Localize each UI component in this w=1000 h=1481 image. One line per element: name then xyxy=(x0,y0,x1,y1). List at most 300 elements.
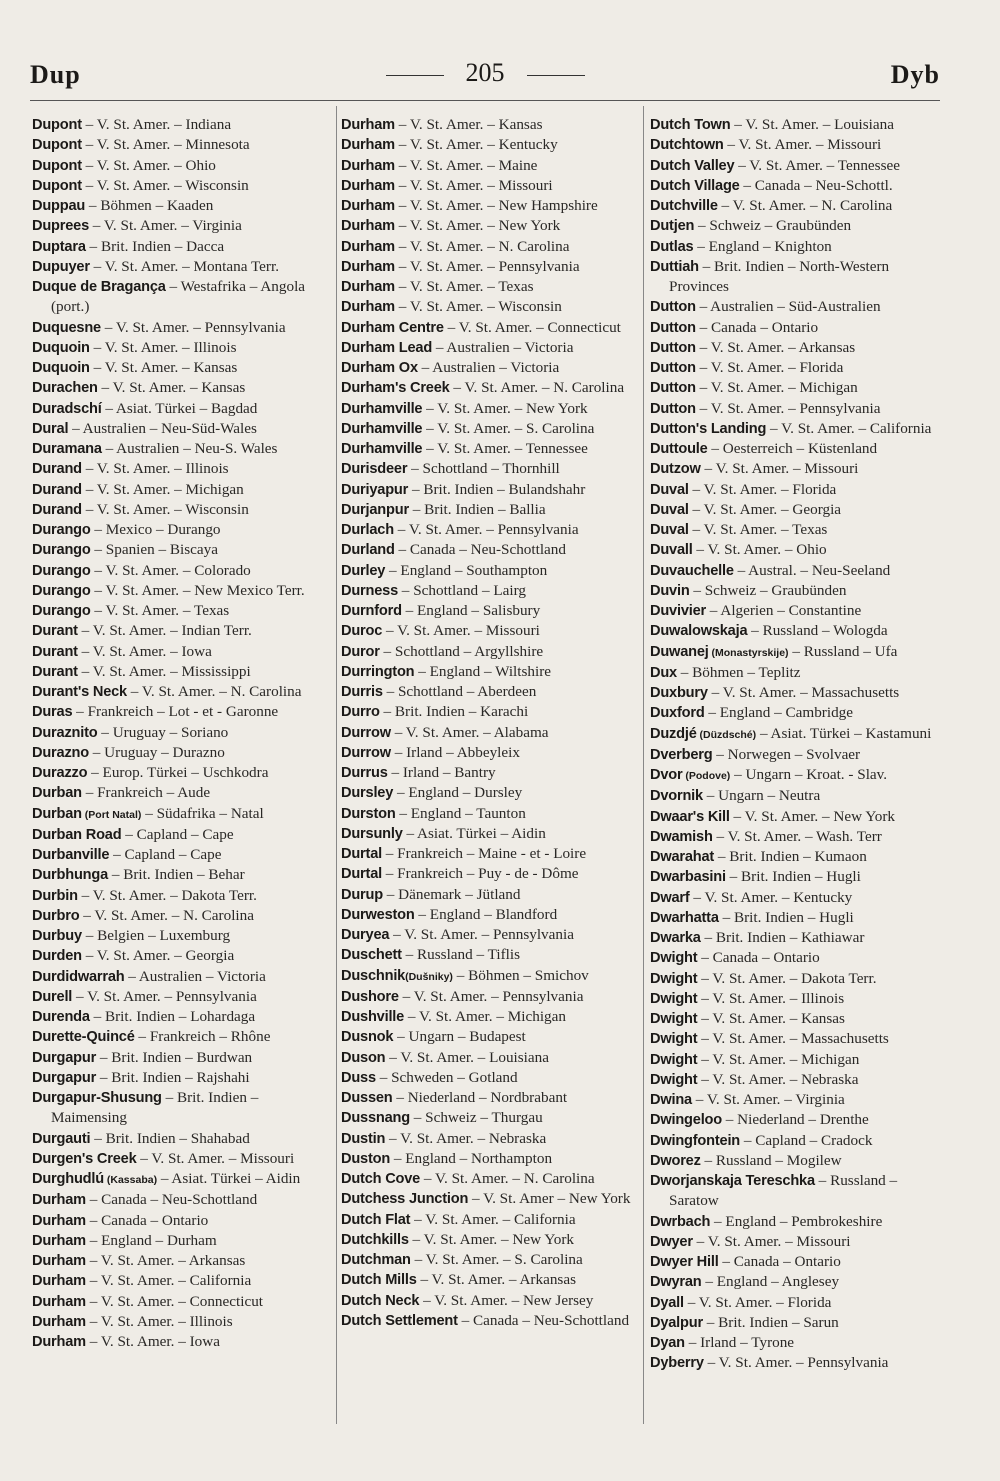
entry-place-name: Dwingeloo xyxy=(650,1112,722,1129)
gazetteer-entry xyxy=(650,1313,950,1333)
entry-place-name: Duryea xyxy=(341,927,390,943)
entry-location: – V. St. Amer. – Michigan xyxy=(81,480,244,498)
entry-location: – England – Cambridge xyxy=(704,704,854,722)
entry-location: – V. St. Amer. – Kansas xyxy=(89,359,238,376)
entry-location: – Canada – Neu-Schottland xyxy=(457,1311,630,1329)
entry-location: – Brit. Indien – Rajshahi xyxy=(96,1068,250,1086)
gazetteer-entry xyxy=(650,135,950,155)
entry-place-name: Dupuyer xyxy=(32,258,90,275)
gazetteer-entry xyxy=(341,1270,641,1290)
entry-location: – Brit. Indien – Kathiawar xyxy=(700,929,865,946)
entry-location: – Asiat. Türkei – Aidin xyxy=(157,1170,301,1187)
gazetteer-entry xyxy=(341,439,641,459)
entry-place-name: Durbanville xyxy=(32,847,110,863)
entry-place-name: Durrus xyxy=(341,765,388,781)
entry-location: – V. St. Amer. – Florida xyxy=(688,480,837,498)
entry-place-name: Durgen's Creek xyxy=(32,1150,137,1167)
entry-location: – V. St. Amer. – Michigan xyxy=(695,379,858,397)
entry-location: – Uruguay – Durazno xyxy=(88,743,225,761)
entry-location: – V. St. Amer. – Massachusetts xyxy=(697,1030,889,1048)
column-1 xyxy=(32,115,332,1352)
gazetteer-entry xyxy=(32,662,332,682)
entry-location: – V. St. Amer. – Illinois xyxy=(85,1312,233,1330)
entry-location: – V. St. Amer. – California xyxy=(410,1210,576,1228)
entry-location: – V. St. Amer. – Wisconsin xyxy=(394,298,562,316)
entry-place-name: Dwight xyxy=(650,1011,698,1027)
entry-place-name: Duson xyxy=(341,1049,386,1066)
entry-location: – V. St. Amer. – Dakota Terr. xyxy=(697,969,877,987)
gazetteer-entry xyxy=(32,378,332,398)
entry-location: – Spanien – Biscaya xyxy=(90,541,218,559)
gazetteer-entry xyxy=(341,1088,641,1108)
entry-location: – V. St. Amer. – Texas xyxy=(688,521,828,538)
gazetteer-entry xyxy=(32,1251,332,1271)
header-right-catchword: Dyb xyxy=(890,60,940,89)
entry-place-name: Duston xyxy=(341,1150,391,1167)
gazetteer-entry xyxy=(341,1027,641,1047)
gazetteer-entry xyxy=(341,399,641,419)
entry-location: – Brit. Indien – Hugli xyxy=(725,868,861,886)
entry-alt-name: (Podove) xyxy=(682,770,731,782)
entry-location: – Russland – Ufa xyxy=(788,642,898,660)
entry-location: – Schweden – Gotland xyxy=(375,1068,518,1086)
entry-place-name: Durant's Neck xyxy=(32,684,127,700)
entry-place-name: Dutch Cove xyxy=(341,1171,421,1187)
entry-location: – V. St. Amer. – Missouri xyxy=(692,1232,851,1250)
entry-location: – V. St. Amer. – Pennsylvania xyxy=(394,257,580,275)
gazetteer-entry xyxy=(650,786,950,806)
entry-place-name: Duttiah xyxy=(650,258,699,275)
entry-location: – Niederland – Drenthe xyxy=(721,1111,869,1129)
entry-place-name: Duquoin xyxy=(32,360,90,376)
entry-place-name: Dutchtown xyxy=(650,137,724,154)
gazetteer-entry xyxy=(341,459,641,479)
entry-location: – England – Taunton xyxy=(395,804,526,822)
entry-location: – Brit. Indien – Maimensing xyxy=(51,1089,259,1127)
entry-place-name: Durup xyxy=(341,886,383,903)
entry-location: – V. St. Amer. – Nebraska xyxy=(385,1129,547,1147)
entry-location: – V. St. Amer. – Pennsylvania xyxy=(398,987,584,1005)
entry-location: – Algerien – Constantine xyxy=(706,602,862,619)
gazetteer-entry xyxy=(341,1048,641,1068)
entry-place-name: Durhamville xyxy=(341,420,423,437)
entry-location: – Australien – Victoria xyxy=(432,338,574,356)
gazetteer-entry xyxy=(650,1131,950,1151)
entry-location: – V. St. Amer. – Missouri xyxy=(700,460,859,478)
entry-place-name: Duvin xyxy=(650,582,690,599)
entry-location: – England – Dursley xyxy=(393,784,523,802)
entry-location: – Asiat. Türkei – Aidin xyxy=(402,824,546,842)
gazetteer-entry xyxy=(32,743,332,763)
gazetteer-entry xyxy=(341,358,641,378)
gazetteer-entry xyxy=(650,969,950,989)
gazetteer-entry xyxy=(32,459,332,479)
gazetteer-entry xyxy=(32,1332,332,1352)
gazetteer-entry xyxy=(32,1231,332,1251)
entry-location: – England – Southampton xyxy=(385,561,548,579)
gazetteer-entry xyxy=(341,1250,641,1270)
entry-location: – England – Knighton xyxy=(693,237,832,255)
entry-place-name: Durgauti xyxy=(32,1130,91,1147)
gazetteer-entry xyxy=(32,804,332,825)
gazetteer-entry xyxy=(650,1212,950,1232)
entry-place-name: Duwalowskaja xyxy=(650,623,748,640)
header-dash-left xyxy=(386,75,444,76)
entry-place-name: Dwarka xyxy=(650,930,701,946)
gazetteer-entry xyxy=(341,378,641,398)
gazetteer-entry xyxy=(650,216,950,236)
gazetteer-entry xyxy=(32,1088,332,1129)
gazetteer-entry xyxy=(32,1271,332,1291)
gazetteer-entry xyxy=(341,723,641,743)
entry-location: – V. St. Amer. – Kansas xyxy=(697,1010,845,1027)
gazetteer-entry xyxy=(650,399,950,419)
gazetteer-entry xyxy=(32,135,332,155)
gazetteer-entry xyxy=(341,196,641,216)
entry-location: – V. St. Amer. – Tennessee xyxy=(734,156,900,174)
entry-location: – England – Salisbury xyxy=(401,602,541,619)
entry-alt-name: (Port Natal) xyxy=(81,808,142,821)
gazetteer-entry xyxy=(32,1149,332,1169)
gazetteer-entry xyxy=(341,419,641,439)
entry-location: – V. St. Amer. – Missouri xyxy=(394,176,553,194)
entry-place-name: Duwanej xyxy=(650,643,709,660)
entry-place-name: Durlach xyxy=(341,522,394,538)
entry-location: – England – Pembrokeshire xyxy=(710,1212,883,1230)
entry-location: – Russland – Saratow xyxy=(669,1172,898,1210)
entry-location: – V. St. Amer. – S. Carolina xyxy=(410,1251,583,1268)
entry-place-name: Durgapur xyxy=(32,1049,97,1066)
entry-location: – Brit. Indien – Behar xyxy=(108,866,245,884)
entry-location: – Asiat. Türkei – Bagdad xyxy=(101,399,258,417)
entry-location: – V. St. Amer. – Connecticut xyxy=(443,318,621,336)
entry-location: – V. St. Amer. – New York xyxy=(729,807,896,825)
gazetteer-entry xyxy=(32,1211,332,1231)
entry-place-name: Durrow xyxy=(341,744,391,761)
page-number-block xyxy=(30,58,940,88)
gazetteer-entry xyxy=(650,683,950,703)
entry-location: – England – Blandford xyxy=(414,905,558,923)
entry-place-name: Dural xyxy=(32,420,69,437)
entry-place-name: Durazzo xyxy=(32,765,88,781)
gazetteer-entry xyxy=(341,500,641,520)
entry-location: – V. St. Amer. – Arkansas xyxy=(695,338,856,356)
gazetteer-entry xyxy=(32,642,332,662)
entry-place-name: Durango xyxy=(32,522,91,538)
entry-place-name: Durham xyxy=(32,1273,86,1290)
entry-place-name: Dupont xyxy=(32,177,82,194)
entry-place-name: Dwina xyxy=(650,1092,692,1108)
entry-location: – V. St. Amer. – Missouri xyxy=(382,622,540,640)
entry-location: – V. St. Amer. – Missouri xyxy=(136,1149,295,1167)
entry-place-name: Durham xyxy=(32,1253,86,1269)
entry-place-name: Durham xyxy=(341,258,395,275)
gazetteer-entry xyxy=(650,908,950,928)
entry-location: – Brit. Indien – Ballia xyxy=(408,500,546,518)
entry-location: – V. St. Amer. – Georgia xyxy=(688,500,842,518)
gazetteer-entry xyxy=(650,561,950,581)
gazetteer-entry xyxy=(650,459,950,479)
entry-location: – Asiat. Türkei – Kastamuni xyxy=(756,724,932,742)
gazetteer-entry xyxy=(650,1110,950,1130)
entry-location: – Russland – Mogilew xyxy=(700,1151,842,1169)
entry-place-name: Dwight xyxy=(650,970,698,987)
column-3 xyxy=(650,115,950,1374)
entry-place-name: Duprees xyxy=(32,218,89,235)
gazetteer-entry xyxy=(341,540,641,560)
gazetteer-entry xyxy=(32,196,332,216)
gazetteer-entry xyxy=(32,358,332,378)
entry-location: – Schottland – Argyllshire xyxy=(379,642,544,660)
gazetteer-entry xyxy=(32,156,332,176)
gazetteer-entry xyxy=(32,682,332,702)
entry-location: – Brit. Indien – Kumaon xyxy=(714,848,867,865)
entry-location: – V. St. Amer. – N. Carolina xyxy=(79,906,254,924)
entry-location: – V. St. Amer. – N. Carolina xyxy=(449,379,625,397)
entry-location: – Australien – Victoria xyxy=(124,967,266,985)
gazetteer-entry xyxy=(341,318,641,338)
entry-place-name: Durham xyxy=(32,1313,86,1330)
entry-alt-name: (Dušniky) xyxy=(405,970,453,983)
gazetteer-entry xyxy=(650,439,950,459)
entry-place-name: Duxbury xyxy=(650,685,708,701)
entry-place-name: Durham xyxy=(341,299,395,316)
entry-location: – Schweiz – Graubünden xyxy=(689,581,847,599)
entry-place-name: Dutch Town xyxy=(650,117,731,133)
entry-location: – England – Wiltshire xyxy=(414,662,552,680)
gazetteer-entry xyxy=(650,378,950,398)
gazetteer-entry xyxy=(32,115,332,135)
entry-place-name: Durham xyxy=(341,177,395,194)
entry-place-name: Dwaar's Kill xyxy=(650,808,730,825)
entry-location: – Frankreich – Puy - de - Dôme xyxy=(381,865,579,883)
entry-place-name: Durham xyxy=(32,1334,86,1350)
entry-location: – Brit. Indien – Shahabad xyxy=(90,1129,250,1147)
gazetteer-entry xyxy=(32,540,332,560)
entry-location: – V. St. Amer. – Louisiana xyxy=(730,116,894,133)
gazetteer-entry xyxy=(650,663,950,683)
gazetteer-entry xyxy=(32,581,332,601)
entry-place-name: Dwyer Hill xyxy=(650,1254,719,1270)
entry-place-name: Durhamville xyxy=(341,400,423,417)
gazetteer-entry xyxy=(32,783,332,803)
entry-location: – Belgien – Luxemburg xyxy=(81,927,231,944)
gazetteer-entry xyxy=(341,621,641,641)
entry-place-name: Dursley xyxy=(341,785,394,802)
gazetteer-entry xyxy=(341,905,641,925)
gazetteer-entry xyxy=(650,1171,950,1212)
entry-place-name: Dutch Neck xyxy=(341,1292,420,1309)
entry-place-name: Duvauchelle xyxy=(650,562,734,579)
entry-place-name: Duquesne xyxy=(32,319,101,336)
entry-location: – Irland – Abbeyleix xyxy=(390,743,520,761)
entry-place-name: Duval xyxy=(650,501,689,518)
entry-location: – Russland – Wologda xyxy=(747,622,888,640)
entry-location: – V. St. Amer. – Kentucky xyxy=(394,136,558,154)
entry-place-name: Durbuy xyxy=(32,928,82,944)
entry-location: – V. St. Amer. – New York xyxy=(422,399,588,417)
gazetteer-entry xyxy=(650,601,950,621)
entry-place-name: Dutchville xyxy=(650,198,718,214)
entry-place-name: Dursunly xyxy=(341,825,403,842)
entry-location: – V. St. Amer. – N. Carolina xyxy=(717,197,893,214)
entry-place-name: Durham's Creek xyxy=(341,380,450,397)
entry-location: – Canada – Ontario xyxy=(695,318,819,336)
entry-place-name: Durtal xyxy=(341,846,382,862)
gazetteer-entry xyxy=(32,520,332,540)
gazetteer-entry xyxy=(650,297,950,317)
entry-place-name: Durgapur-Shusung xyxy=(32,1090,162,1106)
gazetteer-entry xyxy=(650,1029,950,1049)
entry-place-name: Durham xyxy=(341,137,395,154)
gazetteer-entry xyxy=(32,439,332,459)
gazetteer-entry xyxy=(32,906,332,926)
entry-place-name: Durham Ox xyxy=(341,360,418,376)
gazetteer-entry xyxy=(32,1027,332,1047)
entry-place-name: Dutton xyxy=(650,319,696,336)
gazetteer-entry xyxy=(341,135,641,155)
gazetteer-entry xyxy=(650,581,950,601)
gazetteer-entry xyxy=(650,196,950,216)
entry-place-name: Duriyapur xyxy=(341,481,409,498)
entry-place-name: Dwarbasini xyxy=(650,869,726,886)
gazetteer-entry xyxy=(32,845,332,865)
gazetteer-entry xyxy=(341,864,641,884)
entry-place-name: Dushore xyxy=(341,988,399,1005)
entry-place-name: Duttoule xyxy=(650,441,708,457)
gazetteer-entry xyxy=(650,318,950,338)
entry-location: – Schottland – Lairg xyxy=(398,581,526,599)
gazetteer-entry xyxy=(650,358,950,378)
entry-place-name: Duramana xyxy=(32,441,102,457)
gazetteer-entry xyxy=(341,156,641,176)
gazetteer-entry xyxy=(650,989,950,1009)
entry-place-name: Duschnik xyxy=(341,967,406,984)
gazetteer-entry xyxy=(32,1292,332,1312)
header-rule xyxy=(30,100,940,101)
entry-location: – Mexico – Durango xyxy=(90,521,221,538)
entry-location: – V. St. Amer. – Missouri xyxy=(723,136,882,154)
gazetteer-entry xyxy=(341,1230,641,1250)
entry-place-name: Dutlas xyxy=(650,238,694,255)
entry-location: – V. St. Amer. – California xyxy=(766,419,932,437)
gazetteer-entry xyxy=(32,277,332,318)
gazetteer-entry xyxy=(32,601,332,621)
gazetteer-entry xyxy=(650,1232,950,1252)
entry-location: – Niederland – Nordbrabant xyxy=(392,1089,568,1106)
entry-location: – V. St. Amer. – New York xyxy=(394,217,561,235)
entry-location: – England – Northampton xyxy=(390,1149,553,1167)
column-2 xyxy=(341,115,641,1331)
entry-place-name: Dutzow xyxy=(650,461,701,478)
entry-place-name: Dutch Village xyxy=(650,177,740,194)
gazetteer-entry xyxy=(32,1169,332,1190)
gazetteer-entry xyxy=(32,1068,332,1088)
entry-place-name: Durham xyxy=(341,198,395,214)
entry-location: – Brit. Indien – Burdwan xyxy=(96,1048,253,1066)
entry-place-name: Dupont xyxy=(32,137,82,154)
gazetteer-entry xyxy=(341,1068,641,1088)
gazetteer-entry xyxy=(32,500,332,520)
entry-place-name: Durenda xyxy=(32,1009,90,1025)
entry-location: – Brit. Indien – Bulandshahr xyxy=(408,480,586,498)
entry-location: – V. St. Amer. – Wisconsin xyxy=(81,500,249,518)
entry-location: – V. St. Amer. – Minnesota xyxy=(81,136,250,154)
gazetteer-entry xyxy=(341,581,641,601)
entry-location: – Frankreich – Lot - et - Garonne xyxy=(72,703,279,721)
gazetteer-entry xyxy=(650,480,950,500)
entry-place-name: Dussen xyxy=(341,1090,393,1106)
entry-place-name: Durbin xyxy=(32,887,78,904)
entry-location: – Schottland – Thornhill xyxy=(407,460,560,478)
entry-location: – Frankreich – Maine - et - Loire xyxy=(381,845,587,862)
entry-place-name: Dutchess Junction xyxy=(341,1191,469,1208)
entry-location: – V. St. Amer. – Alabama xyxy=(390,723,549,741)
entry-place-name: Dutchkills xyxy=(341,1231,409,1248)
gazetteer-entry xyxy=(32,419,332,439)
gazetteer-entry xyxy=(650,115,950,135)
entry-place-name: Duras xyxy=(32,704,73,721)
entry-location: – Dänemark – Jütland xyxy=(382,885,521,903)
gazetteer-entry xyxy=(341,1189,641,1209)
entry-place-name: Durand xyxy=(32,481,82,498)
entry-location: – Schweiz – Graubünden xyxy=(694,217,852,235)
gazetteer-entry xyxy=(341,601,641,621)
gazetteer-entry xyxy=(650,888,950,908)
gazetteer-entry xyxy=(341,277,641,297)
entry-place-name: Durango xyxy=(32,562,91,579)
entry-location: – Brit. Indien – Sarun xyxy=(702,1313,839,1331)
entry-location: – V. St. Amer. – New Hampshire xyxy=(394,197,598,214)
entry-place-name: Dupont xyxy=(32,157,82,174)
entry-place-name: Durdidwarrah xyxy=(32,968,125,985)
entry-location: – V. St. Amer. – Mississippi xyxy=(77,662,251,680)
entry-location: – Brit. Indien – Hugli xyxy=(718,908,854,926)
entry-location: – V. St. Amer. – Wash. Terr xyxy=(712,827,882,845)
entry-location: – Capland – Cradock xyxy=(740,1131,873,1149)
entry-location: – V. St. Amer. – Ohio xyxy=(692,541,827,559)
entry-place-name: Dussnang xyxy=(341,1110,410,1127)
entry-place-name: Durban Road xyxy=(32,826,122,843)
gazetteer-entry xyxy=(341,804,641,824)
entry-location: – Oesterreich – Küstenland xyxy=(707,440,878,457)
header-dash-right xyxy=(527,75,585,76)
entry-location: – V. St. Amer. – Kentucky xyxy=(689,888,853,906)
entry-location: – Australien – Neu-Süd-Wales xyxy=(68,419,257,437)
entry-place-name: Dwyran xyxy=(650,1274,702,1291)
gazetteer-entry xyxy=(341,176,641,196)
entry-place-name: Duppau xyxy=(32,198,86,214)
entry-place-name: Durris xyxy=(341,684,383,700)
entry-location: – Russland – Tiflis xyxy=(401,946,521,964)
gazetteer-entry xyxy=(650,807,950,827)
entry-place-name: Durant xyxy=(32,623,78,640)
entry-location: – Canada – Neu-Schottland xyxy=(394,541,566,559)
gazetteer-entry xyxy=(32,763,332,783)
entry-location: – V. St. Amer. – Florida xyxy=(695,359,844,376)
gazetteer-entry xyxy=(32,926,332,946)
gazetteer-entry xyxy=(32,216,332,236)
entry-location: – V. St. Amer. – Pennsylvania xyxy=(72,987,257,1005)
entry-location: – V. St. Amer. – Pennsylvania xyxy=(389,926,574,943)
entry-place-name: Durham Lead xyxy=(341,339,433,356)
gazetteer-entry xyxy=(650,1151,950,1171)
gazetteer-entry xyxy=(650,1353,950,1373)
entry-location: – V. St. Amer. – Georgia xyxy=(81,947,235,965)
gazetteer-entry xyxy=(32,399,332,419)
entry-location: – V. St. Amer. – Pennsylvania xyxy=(100,318,286,336)
gazetteer-entry xyxy=(650,1272,950,1292)
